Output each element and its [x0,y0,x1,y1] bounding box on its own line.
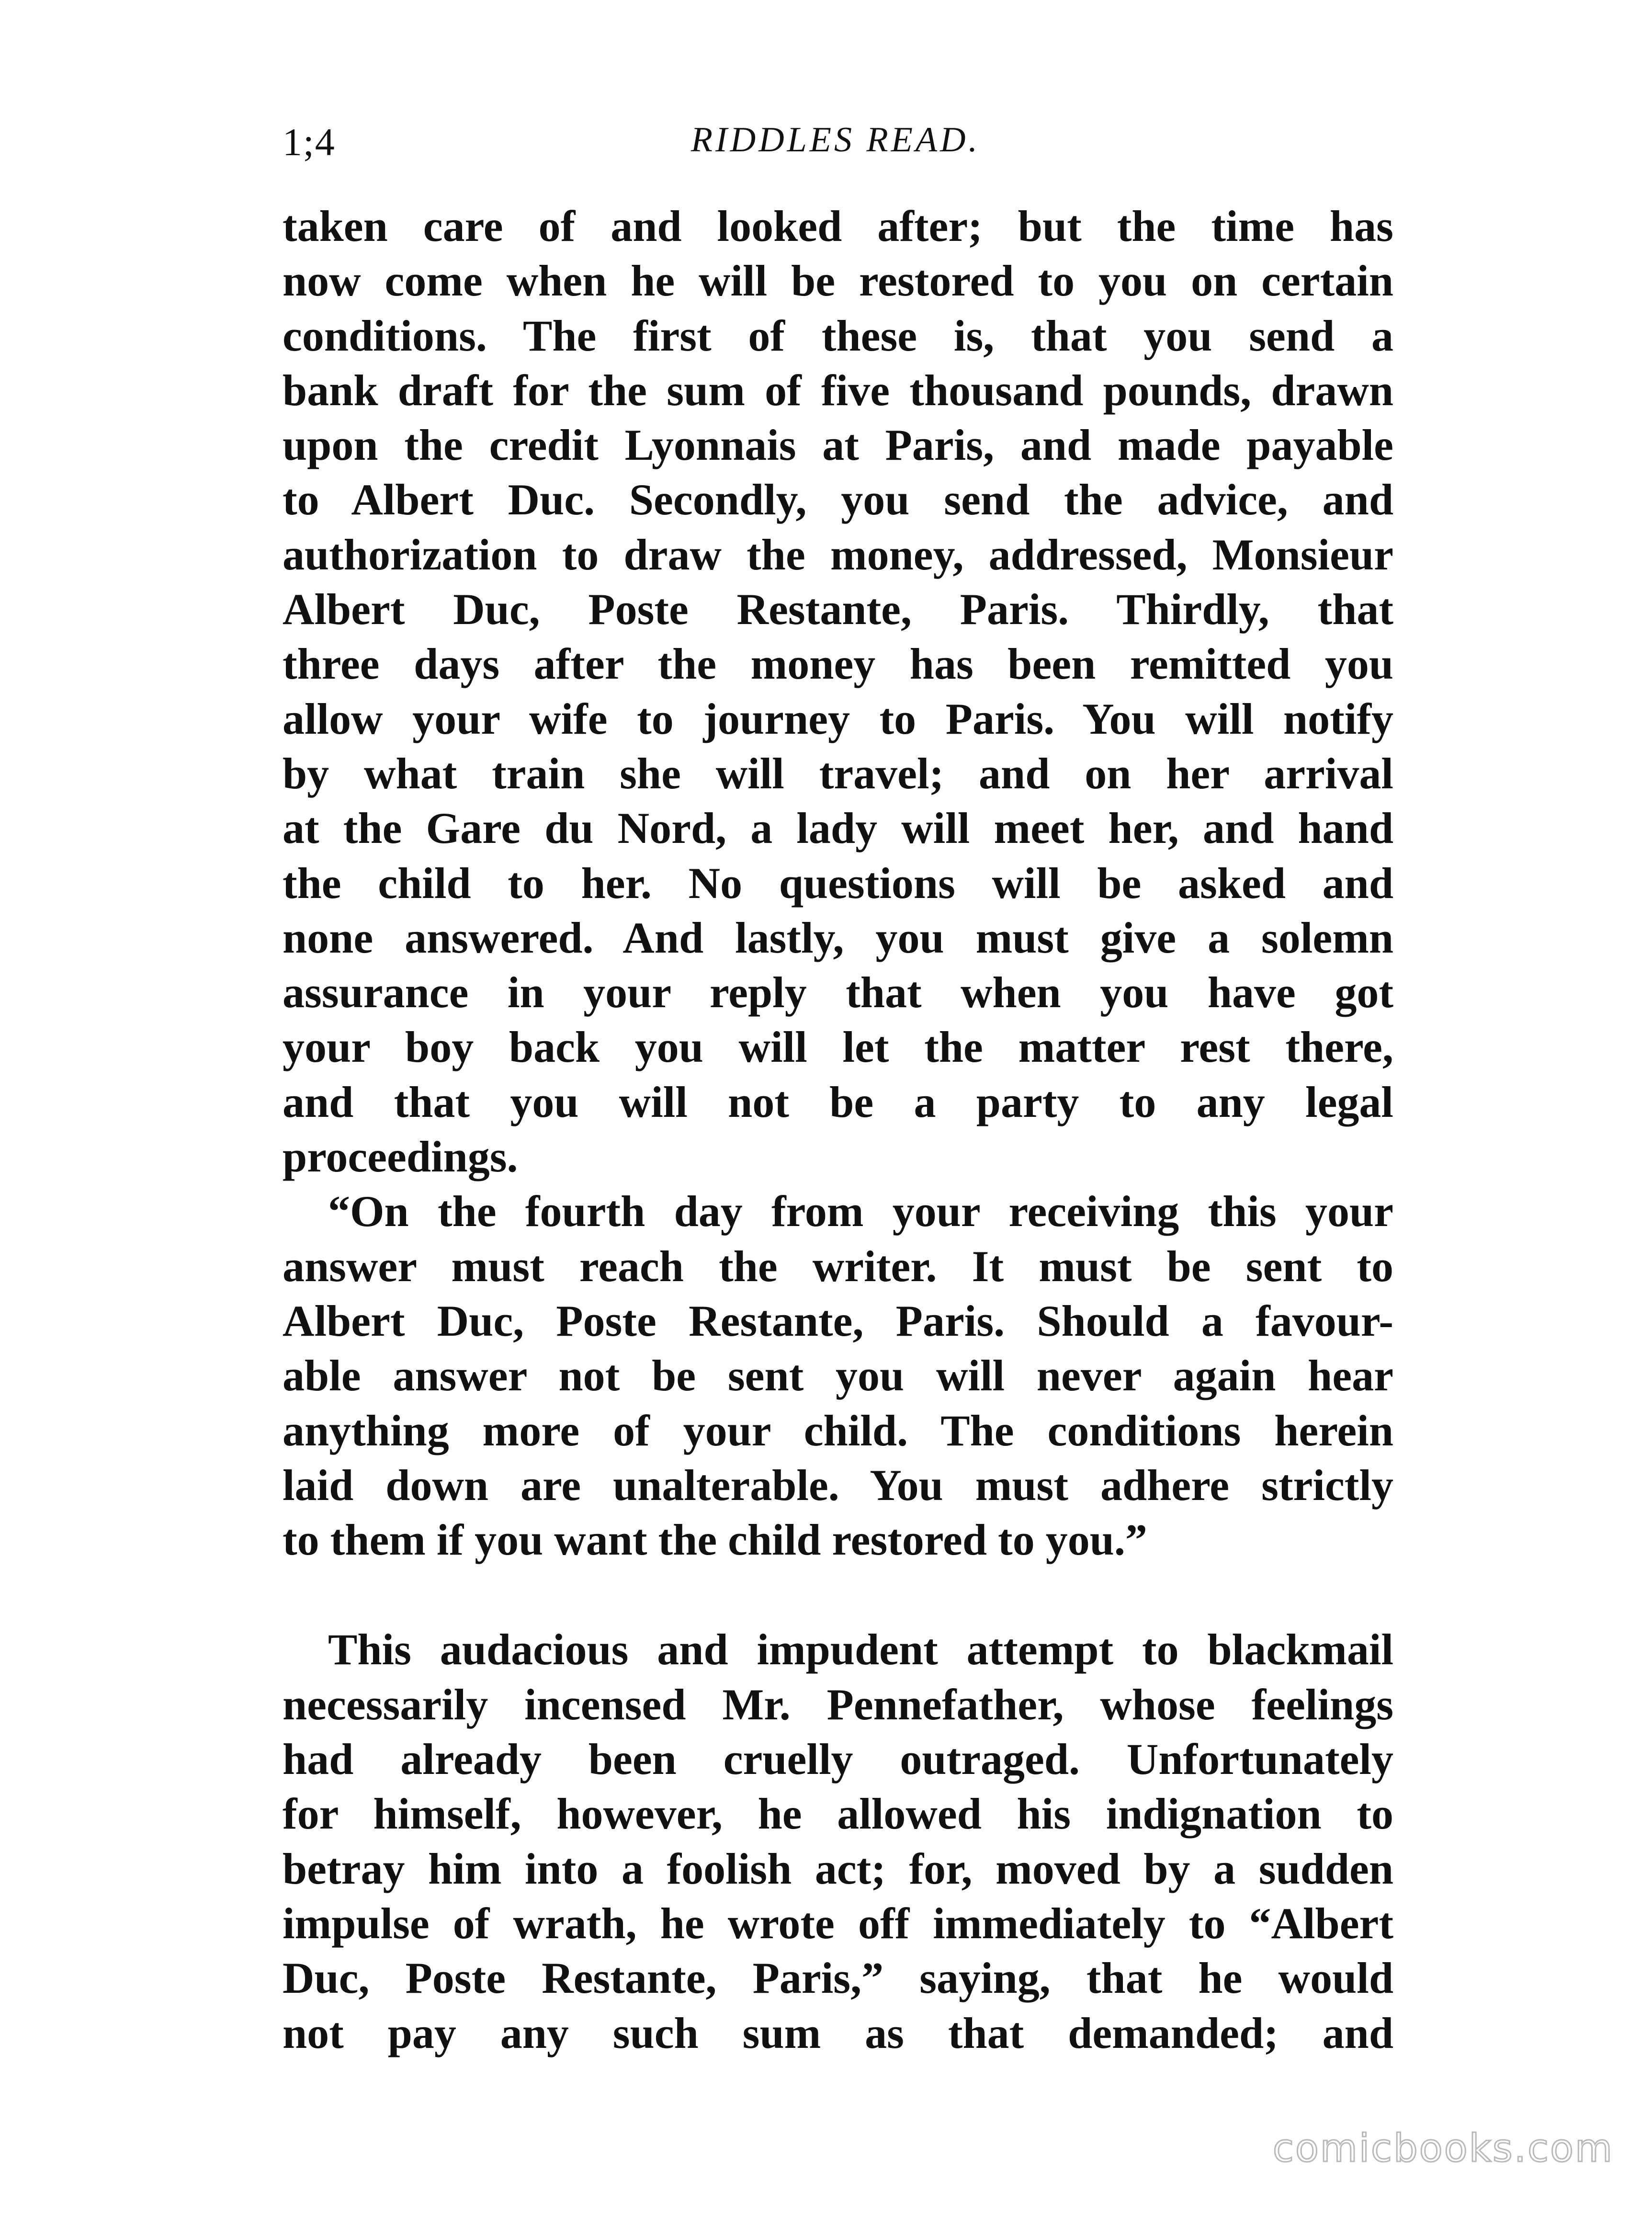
text-line: and that you will not be a party to any legal [283,1077,1393,1126]
text-line: bank draft for the sum of five thousand pounds, drawn [283,365,1393,415]
text-line: impulse of wrath, he wrote off immediately to “Albert [283,1898,1393,1948]
text-line: taken care of and looked after; but the time has [283,202,1393,250]
text-line: able answer not be sent you will never again hear [283,1351,1393,1400]
text-line: now come when he will be restored to you on certain [283,256,1393,306]
page-number: 1;4 [283,120,336,164]
letter-paragraph-2 [283,1184,1393,1567]
text-line: by what train she will travel; and on her arrival [283,749,1393,798]
page-header [283,120,1389,172]
text-line: had already been cruelly outraged. Unfortunately [283,1735,1393,1784]
text-line: to them if you want the child restored to you.” [283,1515,1147,1565]
text-line: conditions. The first of these is, that you send a [283,311,1393,360]
section-gap [283,1567,1393,1622]
text-line: anything more of your child. The conditions herein [283,1406,1393,1455]
text-line: Albert Duc, Poste Restante, Paris. Thirdly, that [283,585,1393,634]
text-line: the child to her. No questions will be asked and [283,858,1393,908]
text-line: allow your wife to journey to Paris. You will notify [283,694,1393,743]
text-line: three days after the money has been remitted you [283,639,1393,689]
text-line: not pay any such sum as that demanded; and [283,2008,1393,2057]
text-line: This audacious and impudent attempt to blackmail [328,1625,1393,1674]
text-line: to Albert Duc. Secondly, you send the advice, and [283,475,1393,524]
text-line: none answered. And lastly, you must give a solemn [283,913,1393,962]
text-line: authorization to draw the money, addressed, Monsieur [283,530,1393,579]
body-text [283,199,1393,2060]
text-line: necessarily incensed Mr. Pennefather, whose feelings [283,1680,1393,1729]
text-line: laid down are unalterable. You must adhere strictly [283,1460,1393,1510]
watermark: comicbooks.com [1272,2126,1614,2170]
text-line: answer must reach the writer. It must be sent to [283,1241,1393,1291]
text-line: upon the credit Lyonnais at Paris, and made payable [283,420,1393,470]
letter-paragraph-1 [283,199,1393,1184]
text-line: betray him into a foolish act; for, moved by a sudden [283,1844,1393,1893]
narrative-paragraph [283,1622,1393,2060]
text-line: “On the fourth day from your receiving this your [328,1187,1393,1236]
text-line: for himself, however, he allowed his indignation to [283,1789,1393,1839]
text-line: your boy back you will let the matter rest there, [283,1023,1393,1072]
text-line: assurance in your reply that when you have got [283,968,1393,1017]
running-head: RIDDLES READ. [690,120,981,159]
text-line: Duc, Poste Restante, Paris,” saying, that he would [283,1954,1393,2003]
text-line: proceedings. [283,1132,518,1182]
text-line: Albert Duc, Poste Restante, Paris. Should a favour- [283,1296,1393,1345]
text-line: at the Gare du Nord, a lady will meet her, and hand [283,804,1393,853]
